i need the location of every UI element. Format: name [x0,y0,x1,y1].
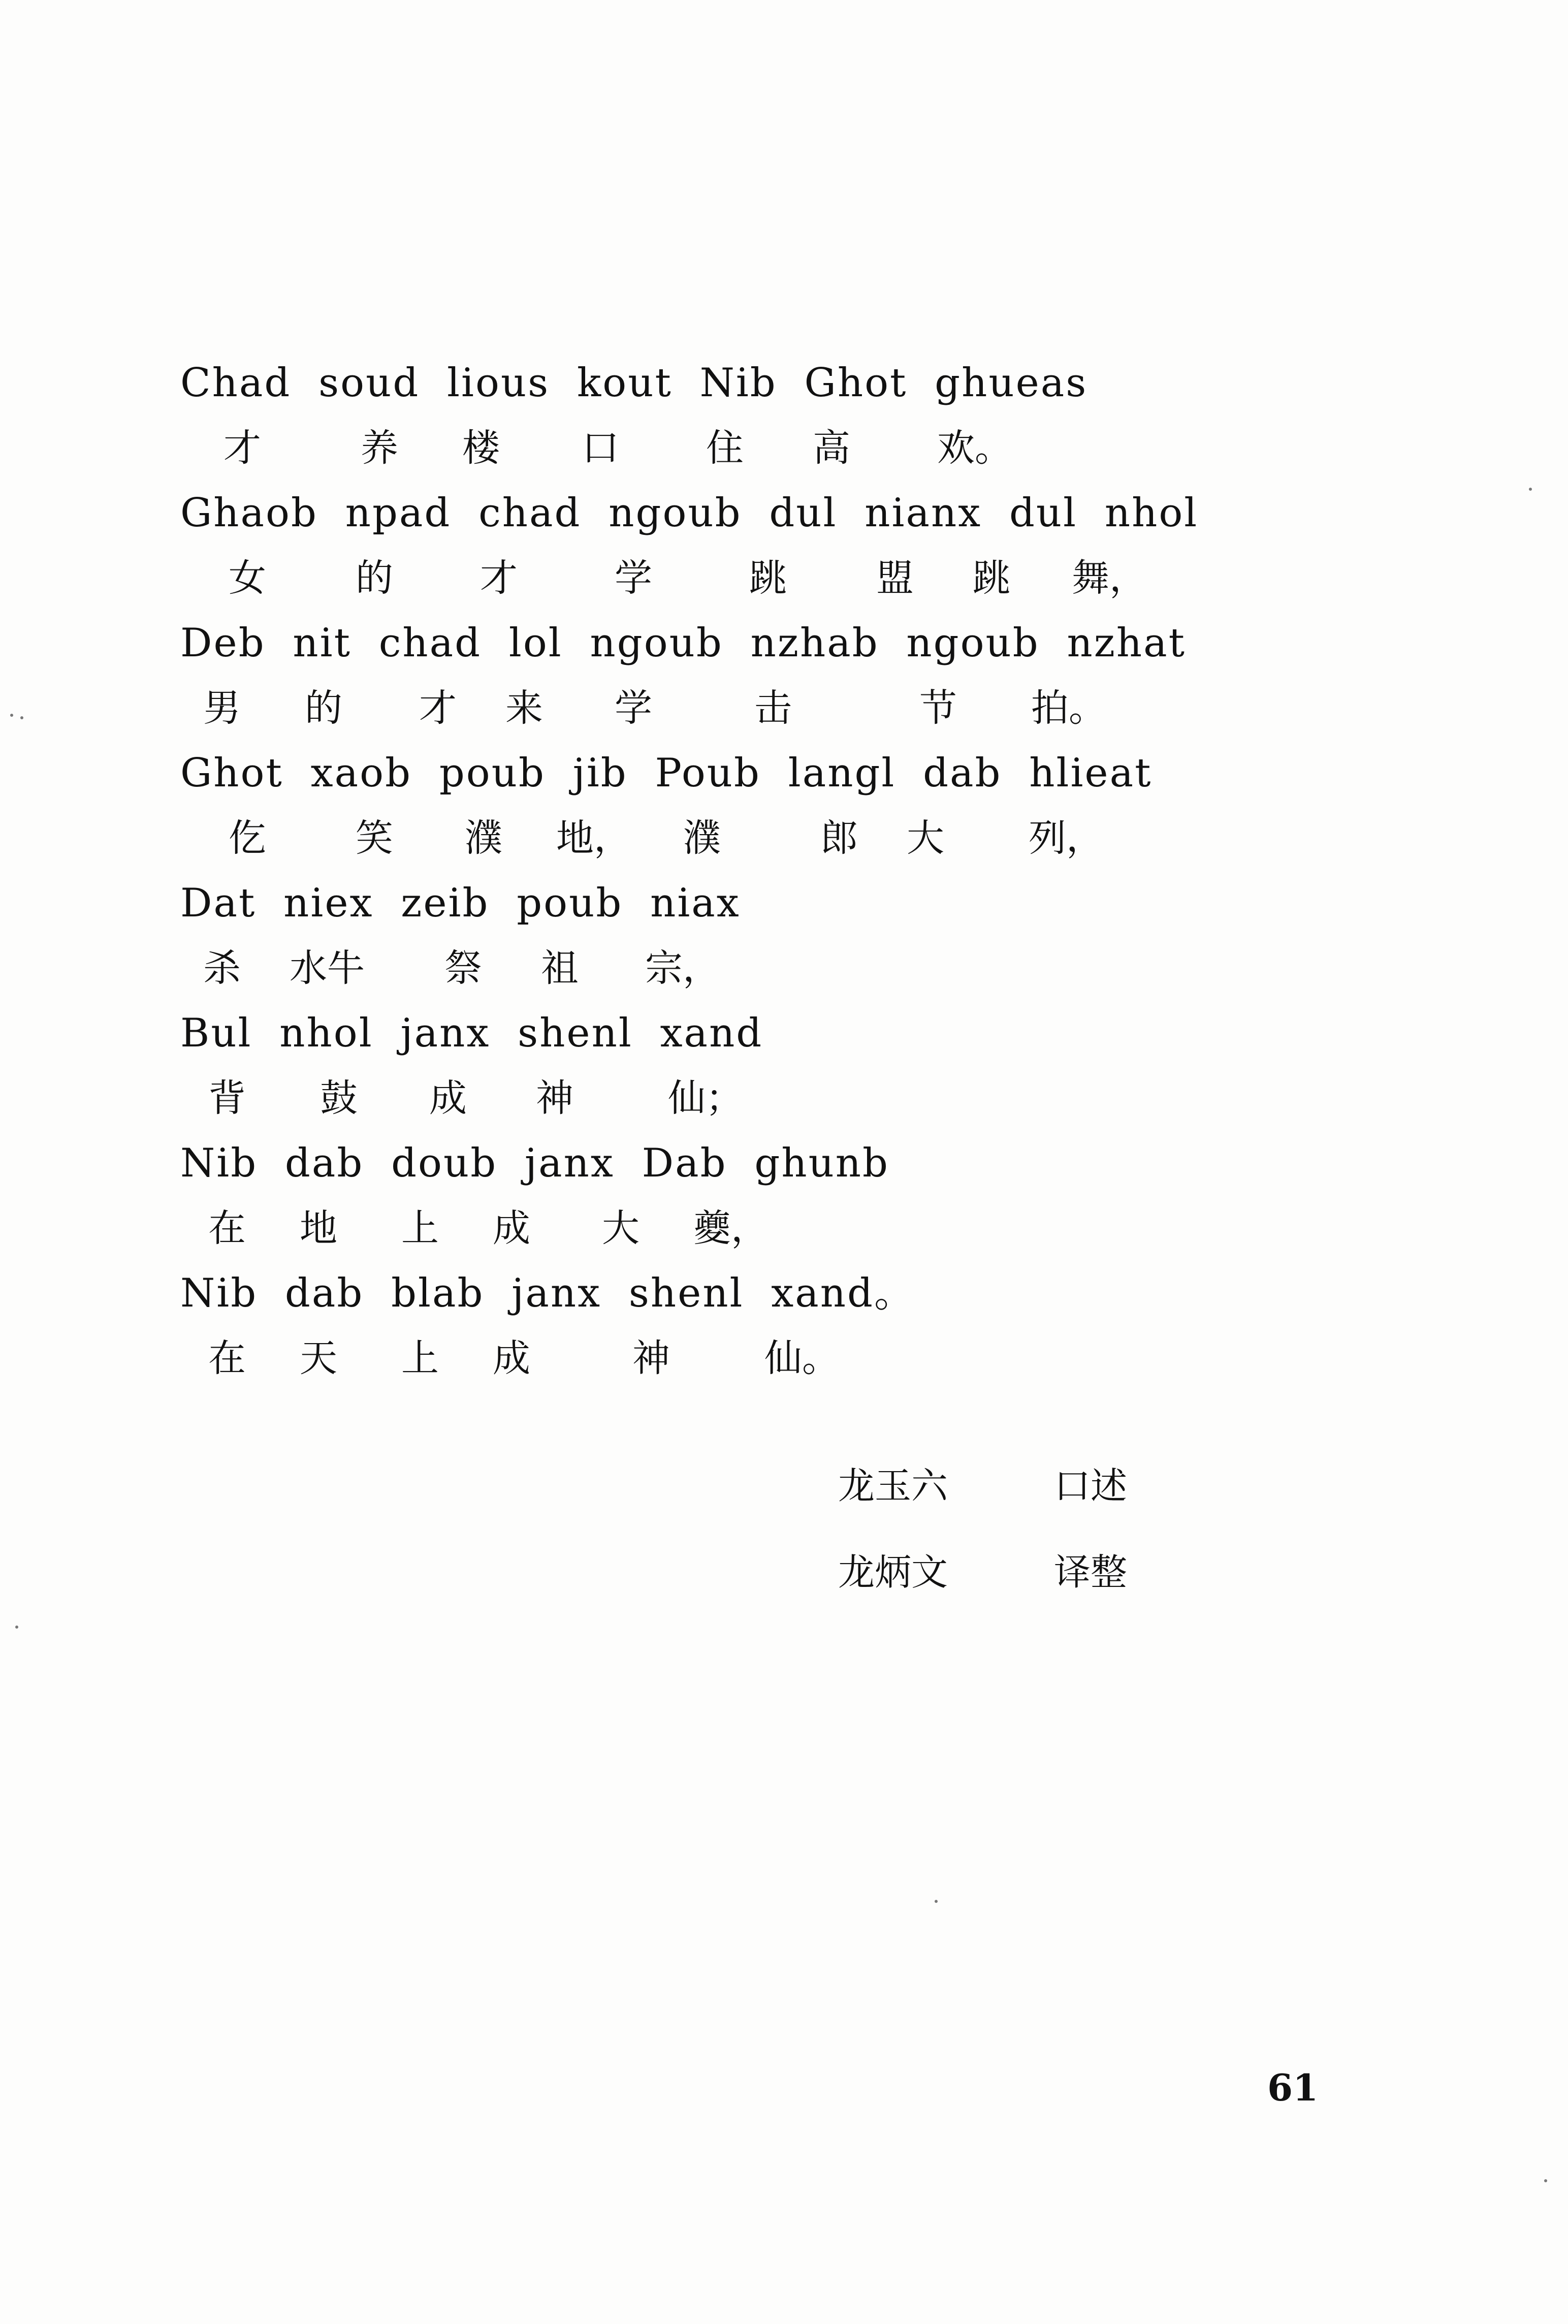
chinese-gloss-line [180,806,1196,871]
chinese-gloss-line [180,416,1196,481]
gloss-word: 养 [361,426,398,470]
gloss-word: 天 [300,1336,337,1380]
gloss-word: 仡 [229,816,266,860]
gloss-word: 高 [813,426,850,470]
gloss-word: 成 [493,1336,530,1380]
chinese-gloss-line [180,936,1196,1001]
gloss-word: 上 [401,1336,439,1380]
gloss-word: 仙； [668,1076,743,1120]
miao-line: Dat niex zeib poub niax [180,880,741,926]
gloss-word: 成 [493,1206,530,1250]
miao-line: Bul nhol janx shenl xand [180,1010,763,1056]
scan-speck [1529,488,1532,491]
gloss-word: 女 [229,556,266,600]
gloss-word: 祭 [444,946,482,990]
chinese-gloss-line [180,1326,1196,1391]
gloss-word: 的 [356,556,393,600]
gloss-word: 水牛 [290,946,365,990]
chinese-gloss-line [180,1066,1196,1131]
gloss-word: 舞， [1072,556,1147,600]
gloss-word: 口 [582,426,619,470]
gloss-word: 楼 [462,426,500,470]
miao-line: Ghot xaob poub jib Poub langl dab hlieat [180,750,1153,796]
gloss-word: 鼓 [320,1076,358,1120]
narrator-role: 口述 [1054,1465,1128,1507]
gloss-word: 濮 [683,816,721,860]
narrator-credit [838,1458,1244,1544]
gloss-word: 跳 [973,556,1010,600]
translator-name: 龙炳文 [838,1551,948,1594]
gloss-word: 上 [401,1206,439,1250]
scan-speck [1544,2179,1547,2182]
gloss-word: 夔， [693,1206,769,1250]
gloss-word: 祖 [541,946,579,990]
gloss-word: 濮 [465,816,502,860]
gloss-word: 才 [480,556,518,600]
gloss-word: 才 [223,426,261,470]
gloss-word: 笑 [356,816,393,860]
scan-speck [20,716,23,719]
gloss-word: 在 [208,1206,246,1250]
translator-role: 译整 [1054,1551,1128,1594]
gloss-word: 神 [632,1336,670,1380]
gloss-word: 节 [919,686,957,730]
gloss-word: 的 [305,686,342,730]
gloss-word: 学 [615,556,652,600]
gloss-word: 来 [505,686,543,730]
gloss-word: 击 [754,686,792,730]
gloss-word: 才 [419,686,457,730]
gloss-word: 郎 [820,816,858,860]
scan-speck [935,1900,938,1903]
scan-speck [10,714,13,717]
miao-line: Nib dab blab janx shenl xand。 [180,1270,915,1316]
gloss-word: 跳 [749,556,787,600]
gloss-word: 神 [536,1076,573,1120]
chinese-gloss-line [180,1196,1196,1261]
miao-line: Chad soud lious kout Nib Ghot ghueas [180,360,1088,406]
miao-line: Nib dab doub janx Dab ghunb [180,1140,889,1186]
gloss-word: 仙。 [764,1336,840,1380]
gloss-word: 宗， [645,946,720,990]
chinese-gloss-line [180,546,1196,611]
gloss-word: 在 [208,1336,246,1380]
gloss-word: 盟 [876,556,914,600]
gloss-word: 男 [203,686,241,730]
attribution-block [838,1458,1244,1631]
gloss-word: 杀 [203,946,241,990]
gloss-word: 地， [556,816,631,860]
gloss-word: 背 [208,1076,246,1120]
gloss-word: 学 [615,686,652,730]
gloss-word: 大 [602,1206,639,1250]
narrator-name: 龙玉六 [838,1465,948,1507]
scan-speck [15,1626,18,1629]
gloss-word: 列， [1029,816,1104,860]
gloss-word: 地 [300,1206,337,1250]
gloss-word: 大 [907,816,944,860]
gloss-word: 拍。 [1031,686,1106,730]
miao-line: Ghaob npad chad ngoub dul nianx dul nhol [180,490,1199,536]
translator-credit [838,1544,1244,1631]
gloss-word: 欢。 [937,426,1012,470]
gloss-word: 成 [429,1076,467,1120]
page-number: 61 [1267,2066,1319,2109]
chinese-gloss-line [180,676,1196,741]
gloss-word: 住 [706,426,744,470]
miao-line: Deb nit chad lol ngoub nzhab ngoub nzhat [180,620,1186,666]
poem-block [180,351,1199,1391]
